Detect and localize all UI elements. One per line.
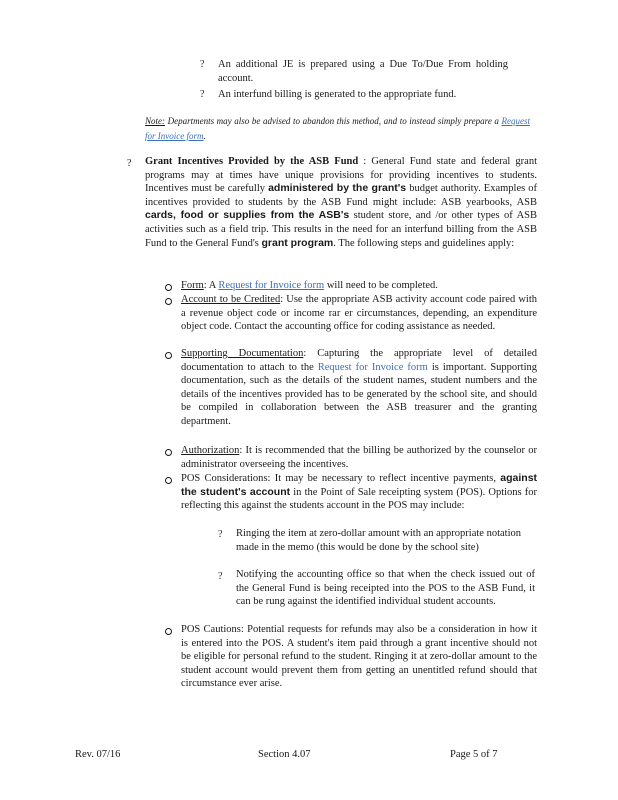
grant-bold-text: cards, food or supplies from the ASB's — [145, 209, 350, 222]
cautions-label: POS Cautions — [181, 624, 241, 635]
step-authorization — [181, 444, 537, 471]
pos-text: s: It may be necessary to reflect incentive payments, — [263, 473, 496, 484]
step-label: Supporting Documentation — [181, 348, 304, 359]
note — [145, 114, 530, 144]
step-sep: : — [239, 445, 243, 456]
grant-bold-text: grant program — [261, 236, 334, 249]
step-label: Form — [181, 280, 204, 291]
footer-revision: Rev. 07/16 — [75, 749, 121, 760]
bullet-marker: ? — [218, 571, 223, 582]
circle-bullet-icon — [165, 284, 172, 291]
request-for-invoice-link[interactable]: Request for Invoice form — [145, 116, 530, 141]
footer-page-number: Page 5 of 7 — [450, 749, 498, 760]
pos-consideration — [181, 472, 537, 513]
step-text: It is recommended that the billing be authorized by the counselor or administrator overseeing the incentives. — [181, 445, 538, 470]
note-label: Note: — [145, 116, 165, 126]
footer-section: Section 4.07 — [258, 749, 311, 760]
grant-text: budget authority. Examples of incentives provided to students by the ASB Fund might include: ASB yearbooks, ASB — [145, 183, 538, 208]
grant-text: student store, and /or other types of ASB activities such as a field trip. This results in the need for an interfund billing from the ASB Fund to the General Fund's — [145, 210, 537, 249]
request-for-invoice-link[interactable]: Request for Invoice form — [317, 361, 428, 373]
step-text: will need to be completed. — [326, 280, 438, 291]
bullet-item: An interfund billing is generated to the appropriate fund. — [218, 89, 457, 100]
pos-text: in the Point of Sale receipting system (POS). Options for reflecting this against the students account in the POS may include: — [181, 486, 538, 512]
pos-option: Ringing the item at zero-dollar amount with an appropriate notation made in the memo (this would be done by the school site) — [236, 528, 521, 553]
bullet-marker: ? — [200, 59, 205, 70]
grant-paragraph — [145, 155, 537, 250]
bullet-marker: ? — [127, 158, 132, 169]
step-form — [181, 279, 537, 293]
pos-bold-text: against the student's account — [181, 472, 538, 498]
step-label: Account to be Credited — [181, 294, 281, 305]
grant-heading: Grant Incentives Provided by the ASB Fund — [145, 156, 359, 167]
note-text: Departments may also be advised to abandon this method, and to instead simply prepare a — [167, 116, 499, 126]
cautions-text: : Potential requests for refunds may also be a consideration in how it is entered into the POS. A student's item paid through a grant incentive should not be eligible for personal refund to the student. Ringing it at zero-dollar amount to the student account would prevent them from getting an unentitled refund should that circumstance ever arise. — [181, 624, 537, 690]
circle-bullet-icon — [165, 477, 172, 484]
pos-option: Notifying the accounting office so that when the check issued out of the General Fund is being receipted into the POS to the ASB Fund, it can be rung against the identified individual student accounts. — [236, 569, 535, 608]
step-sep: : A — [203, 280, 216, 291]
circle-bullet-icon — [165, 449, 172, 456]
note-end: . — [203, 131, 206, 141]
bullet-marker: ? — [200, 89, 205, 100]
grant-bold-text: administered by the grant's — [268, 182, 407, 195]
pos-label: POS Consideration — [181, 473, 264, 484]
step-sep: : Capturing the appropriate level of detailed documentation to attach to the — [181, 348, 537, 373]
grant-text: : General Fund state and federal grant programs may at times have unique provisions for providing incentives to students. Incentives must be carefully — [145, 156, 538, 195]
circle-bullet-icon — [165, 298, 172, 305]
pos-cautions — [181, 623, 537, 691]
step-text: Use the appropriate ASB activity account code paired with a revenue object code or income rar er circumstances, depending, an expenditure object code. Contact the accounting office for coding assistance as needed. — [181, 294, 537, 333]
step-sep: : — [280, 294, 284, 305]
bullet-marker: ? — [218, 529, 223, 540]
grant-text: . The following steps and guidelines apply: — [333, 237, 515, 249]
request-for-invoice-link[interactable]: Request for Invoice form — [218, 280, 325, 291]
circle-bullet-icon — [165, 628, 172, 635]
step-label: Authorization — [181, 445, 240, 456]
step-documentation — [181, 347, 537, 429]
step-text: is important. Supporting documentation, such as the details of the student names, student numbers and the details of the incentives provided has to be generated by the school site, and should be compiled in collaboration between the ASB treasurer and the granting department. — [181, 361, 538, 427]
circle-bullet-icon — [165, 352, 172, 359]
step-account — [181, 293, 537, 334]
bullet-item: An additional JE is prepared using a Due To/Due From holding account. — [218, 59, 508, 84]
